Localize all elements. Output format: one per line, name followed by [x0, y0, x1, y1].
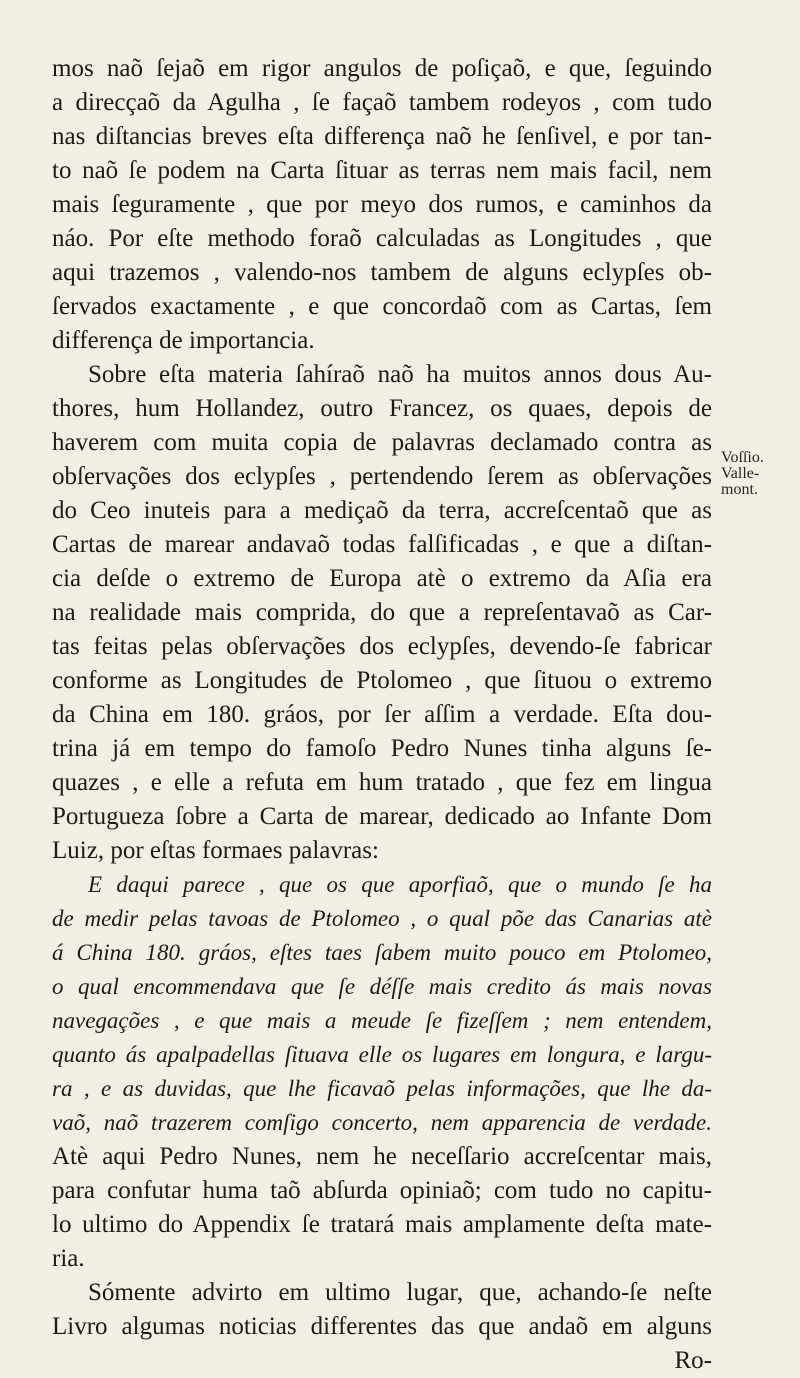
- quote-line: á China 180. gráos, eſtes taes ſabem muito pouco em Ptolomeo,: [52, 940, 712, 965]
- text-line: ria.: [52, 1245, 85, 1272]
- text-line: haverem com muita copia de palavras declamado contra as: [52, 429, 712, 456]
- text-line: ſervados exactamente , e que concordaõ com as Cartas, ſem: [52, 293, 712, 320]
- text-line: na realidade mais comprida, do que a repreſentavaõ as Car-: [52, 599, 712, 626]
- text-line: Sobre eſta materia ſahíraõ naõ ha muitos annos dous Au-: [88, 361, 712, 388]
- text-line: differença de importancia.: [52, 327, 315, 354]
- text-line: cia deſde o extremo de Europa atè o extremo da Aſia era: [52, 565, 712, 592]
- text-line: Livro algumas noticias differentes das que andaõ em alguns: [52, 1313, 712, 1340]
- text-line: obſervações dos eclypſes , pertendendo ſerem as obſervações: [52, 463, 712, 490]
- text-line: Portugueza ſobre a Carta de marear, dedicado ao Infante Dom: [52, 803, 712, 830]
- text-line: Sómente advirto em ultimo lugar, que, achando-ſe neſte: [88, 1279, 712, 1306]
- text-line: thores, hum Hollandez, outro Francez, os quaes, depois de: [52, 395, 712, 422]
- quote-line: o qual encommendava que ſe déſſe mais credito ás mais novas: [52, 974, 712, 999]
- quote-line: E daqui parece , que os que aporfiaõ, que o mundo ſe ha: [88, 872, 712, 897]
- quote-line: ra , e as duvidas, que lhe ficavaõ pelas informações, que lhe da-: [52, 1076, 712, 1101]
- text-line: Luiz, por eſtas formaes palavras:: [52, 837, 379, 864]
- marginal-note-line: Valle-: [721, 465, 760, 482]
- text-line: náo. Por eſte methodo foraõ calculadas as Longitudes , que: [52, 225, 712, 252]
- text-line: Atè aqui Pedro Nunes, nem he neceſſario accreſcentar mais,: [52, 1143, 712, 1170]
- text-line: mais ſeguramente , que por meyo dos rumos, e caminhos da: [52, 191, 712, 218]
- text-line: to naõ ſe podem na Carta ſituar as terras nem mais facil, nem: [52, 157, 712, 184]
- text-line: aqui trazemos , valendo-nos tambem de alguns eclypſes ob-: [52, 259, 712, 286]
- marginal-note: [721, 450, 791, 498]
- text-body: [52, 52, 712, 1378]
- text-line: mos naõ ſejaõ em rigor angulos de poſiçaõ, e que, ſeguindo: [52, 55, 712, 82]
- marginal-note-line: Voſſio.: [721, 449, 764, 466]
- catchword: Ro-: [674, 1347, 712, 1374]
- quote-line: navegações , e que mais a meude ſe fizeſſem ; nem entendem,: [52, 1008, 712, 1033]
- quote-line: vaõ, naõ trazerem comſigo concerto, nem apparencia de verdade.: [52, 1110, 712, 1135]
- text-line: a direcçaõ da Agulha , ſe façaõ tambem rodeyos , com tudo: [52, 89, 712, 116]
- marginal-note-line: mont.: [721, 481, 758, 498]
- text-line: Cartas de marear andavaõ todas falſificadas , e que a diſtan-: [52, 531, 712, 558]
- quote-line: de medir pelas tavoas de Ptolomeo , o qual põe das Canarias atè: [52, 906, 712, 931]
- text-line: da China em 180. gráos, por ſer aſſim a verdade. Eſta dou-: [52, 701, 712, 728]
- text-line: nas diſtancias breves eſta differença naõ he ſenſivel, e por tan-: [52, 123, 712, 150]
- text-line: para confutar huma taõ abſurda opiniaõ; com tudo no capitu-: [52, 1177, 712, 1204]
- text-line: tas feitas pelas obſervações dos eclypſes, devendo-ſe fabricar: [52, 633, 712, 660]
- text-line: trina já em tempo do famoſo Pedro Nunes tinha alguns ſe-: [52, 735, 712, 762]
- text-line: quazes , e elle a refuta em hum tratado , que fez em lingua: [52, 769, 712, 796]
- quote-line: quanto ás apalpadellas ſituava elle os lugares em longura, e largu-: [52, 1042, 712, 1067]
- text-line: do Ceo inuteis para a mediçaõ da terra, accreſcentaõ que as: [52, 497, 712, 524]
- text-line: lo ultimo do Appendix ſe tratará mais amplamente deſta mate-: [52, 1211, 712, 1238]
- text-line: conforme as Longitudes de Ptolomeo , que ſituou o extremo: [52, 667, 712, 694]
